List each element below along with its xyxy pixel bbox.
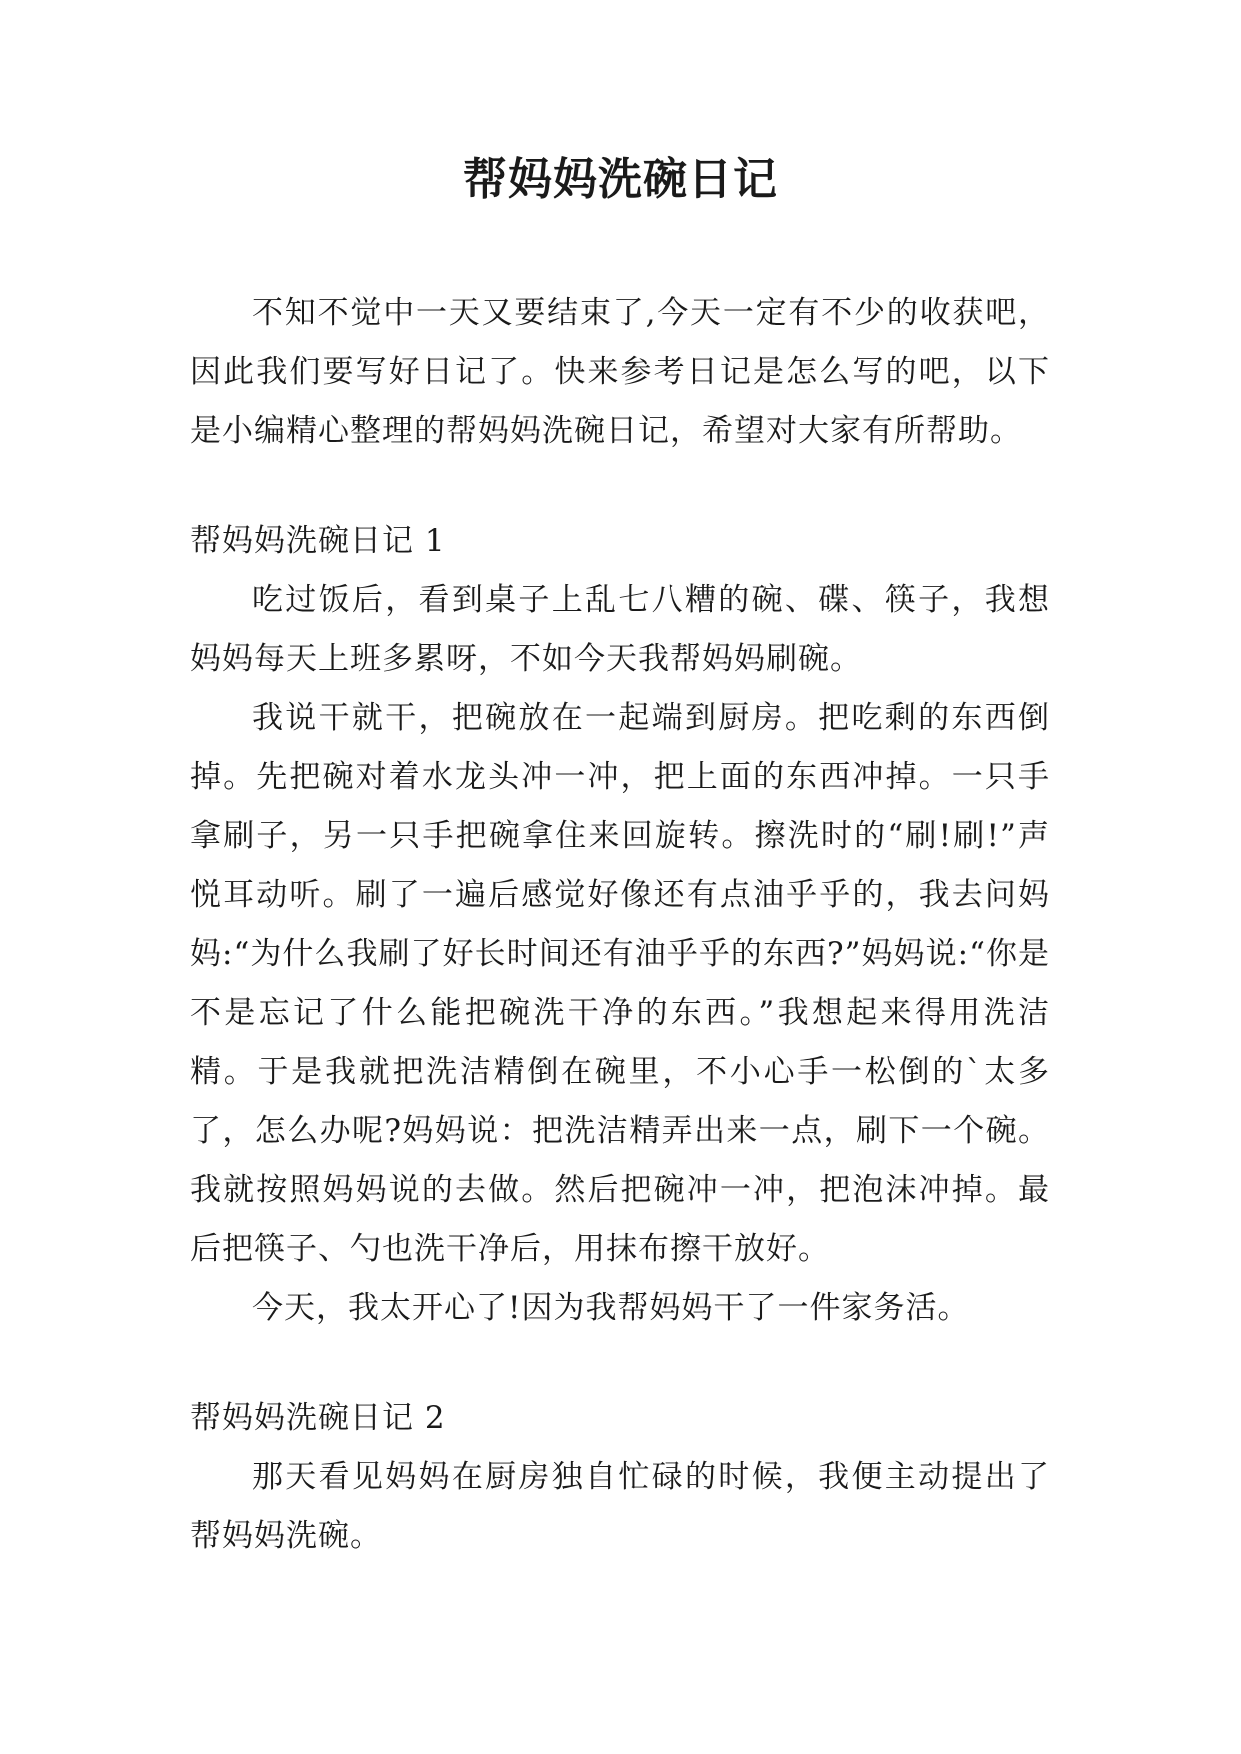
intro-paragraph: 不知不觉中一天又要结束了,今天一定有不少的收获吧，因此我们要写好日记了。快来参考日记是怎么写的吧，以下是小编精心整理的帮妈妈洗碗日记，希望对大家有所帮助。 (190, 295, 1050, 449)
body-paragraph: 那天看见妈妈在厨房独自忙碌的时候，我便主动提出了帮妈妈洗碗。 (190, 1459, 1050, 1554)
diary-section-1 (190, 512, 1050, 1338)
section-gap (190, 1338, 1050, 1389)
body-paragraph: 今天，我太开心了!因为我帮妈妈干了一件家务活。 (252, 1290, 970, 1326)
section-gap (190, 461, 1050, 512)
diary-section-2 (190, 1389, 1050, 1566)
document-body (190, 284, 1050, 1566)
document-title: 帮妈妈洗碗日记 (463, 154, 778, 205)
body-paragraph: 吃过饭后，看到桌子上乱七八糟的碗、碟、筷子，我想妈妈每天上班多累呀，不如今天我帮妈妈刷碗。 (190, 582, 1050, 677)
section-heading: 帮妈妈洗碗日记 2 (190, 1400, 446, 1436)
body-paragraph: 我说干就干，把碗放在一起端到厨房。把吃剩的东西倒掉。先把碗对着水龙头冲一冲，把上面的东西冲掉。一只手拿刷子，另一只手把碗拿住来回旋转。擦洗时的“刷!刷!”声悦耳动听。刷了一遍后感觉好像还有点油乎乎的，我去问妈妈:“为什么我刷了好长时间还有油乎乎的东西?”妈妈说:“你是不是忘记了什么能把碗洗干净的东西。”我想起来得用洗洁精。于是我就把洗洁精倒在碗里，不小心手一松倒的`太多了，怎么办呢?妈妈说：把洗洁精弄出来一点，刷下一个碗。我就按照妈妈说的去做。然后把碗冲一冲，把泡沫冲掉。最后把筷子、勺也洗干净后，用抹布擦干放好。 (190, 700, 1050, 1267)
section-heading: 帮妈妈洗碗日记 1 (190, 523, 446, 559)
